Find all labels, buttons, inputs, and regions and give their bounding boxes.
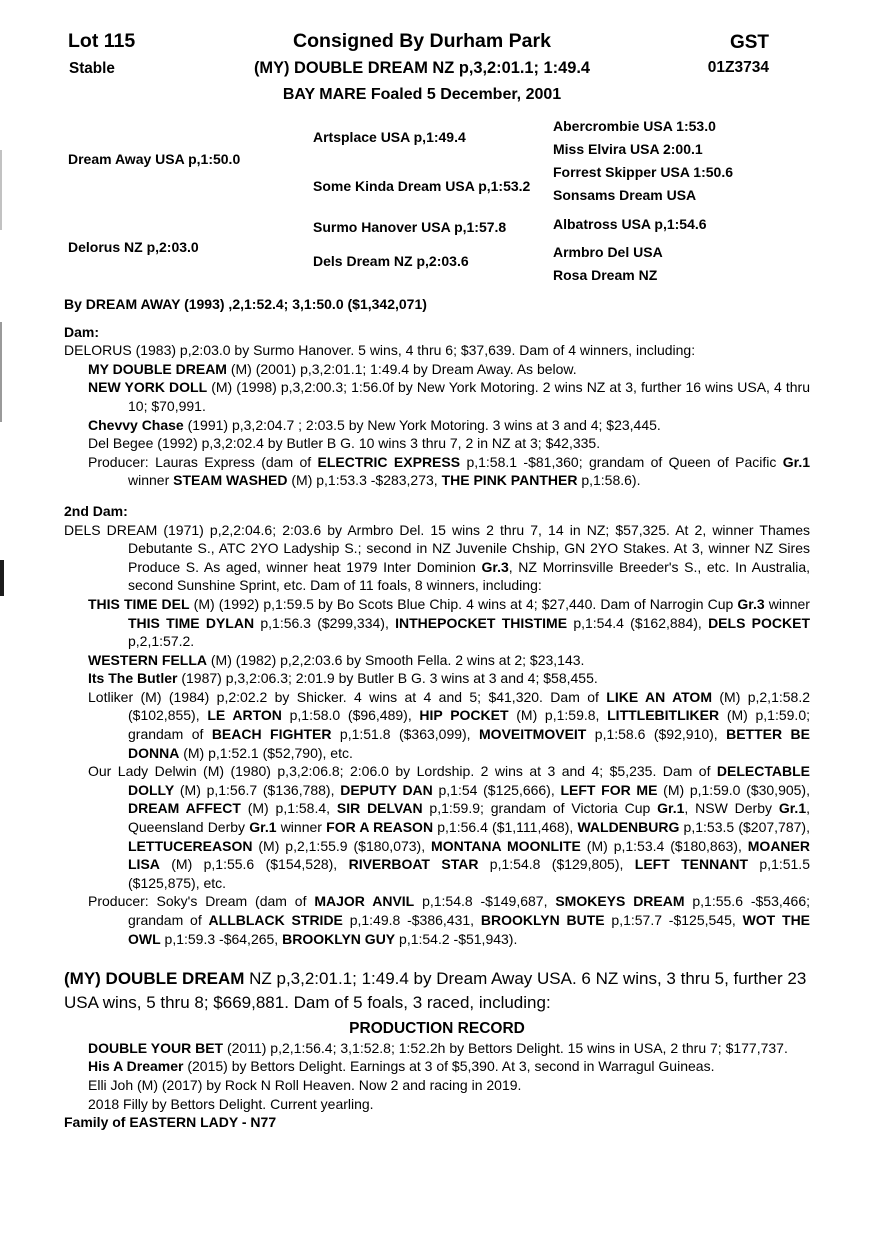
foal-paragraph: 2018 Filly by Bettors Delight. Current yearling.: [88, 1095, 374, 1112]
pedigree-gen3-entry: Sonsams Dream USA: [553, 187, 697, 203]
registration-id: 01Z3734: [707, 59, 769, 76]
horse-name-record: (MY) DOUBLE DREAM NZ p,3,2:01.1; 1:49.4: [253, 59, 591, 77]
sire-summary-line: By DREAM AWAY (1993) ,2,1:52.4; 3,1:50.0 ($1,342,071): [64, 296, 427, 312]
producer-paragraph: Producer: Soky's Dream (dam of MAJOR ANVIL p,1:54.8 -$149,687, SMOKEYS DREAM p,1:55.6 -$53,466; grandam of ALLBLACK STRIDE p,1:49.8 -$386,431, BROOKLYN BUTE p,1:57.7 -$125,545, WOT THE OWL p,1:59.3 -$64,265, BROOKLYN GUY p,1:54.2 -$51,943).: [88, 893, 811, 947]
progeny-paragraph: MY DOUBLE DREAM (M) (2001) p,3,2:01.1; 1:49.4 by Dream Away. As below.: [88, 360, 577, 377]
pedigree-dam: Delorus NZ p,2:03.0: [68, 239, 199, 255]
progeny-paragraph: Lotliker (M) (1984) p,2:02.2 by Shicker. 4 wins at 4 and 5; $41,320. Dam of LIKE AN ATOM (M) p,2,1:58.2 ($102,855), LE ARTON p,1:58.0 ($96,489), HIP POCKET (M) p,1:59.8, LITTLEBITLIKER (M) p,1:59.0; grandam of BEACH FIGHTER p,1:51.8 ($363,099), MOVEITMOVEIT p,1:58.6 ($92,910), BETTER BE DONNA (M) p,1:52.1 ($52,790), etc.: [88, 688, 810, 761]
dam-record-paragraph: DELORUS (1983) p,2:03.0 by Surmo Hanover. 5 wins, 4 thru 6; $37,639. Dam of 4 winners, including:: [64, 342, 696, 359]
pedigree-gen3-entry: Abercrombie USA 1:53.0: [553, 118, 716, 134]
production-record-heading: PRODUCTION RECORD: [349, 1020, 525, 1038]
pedigree-gen2-dam-sire: Surmo Hanover USA p,1:57.8: [313, 219, 507, 235]
lot-number: Lot 115: [68, 30, 136, 52]
progeny-paragraph: Chevvy Chase (1991) p,3,2:04.7 ; 2:03.5 by New York Motoring. 3 wins at 3 and 4; $23,445.: [88, 416, 661, 433]
stable-label: Stable: [69, 60, 115, 77]
scan-artifact: [0, 560, 4, 596]
progeny-paragraph: THIS TIME DEL (M) (1992) p,1:59.5 by Bo Scots Blue Chip. 4 wins at 4; $27,440. Dam of Narrogin Cup Gr.3 winner THIS TIME DYLAN p,1:56.3 ($299,334), INTHEPOCKET THISTIME p,1:54.4 ($162,884), DELS POCKET p,2,1:57.2.: [88, 595, 811, 650]
producer-paragraph: Producer: Lauras Express (dam of ELECTRIC EXPRESS p,1:58.1 -$81,360; grandam of Queen of Pacific Gr.1 winner STEAM WASHED (M) p,1:53.3 -$283,273, THE PINK PANTHER p,1:58.6).: [88, 453, 810, 489]
pedigree-gen3-entry: Rosa Dream NZ: [553, 267, 658, 283]
second-dam-section-heading: 2nd Dam:: [64, 502, 128, 519]
pedigree-gen2-sire-sire: Artsplace USA p,1:49.4: [313, 129, 466, 145]
pedigree-gen3-entry: Albatross USA p,1:54.6: [553, 216, 707, 232]
pedigree-gen3-entry: Miss Elvira USA 2:00.1: [553, 141, 703, 157]
pedigree-text-body: [64, 295, 810, 1132]
pedigree-gen2-dam-dam: Dels Dream NZ p,2:03.6: [313, 253, 469, 269]
foal-paragraph: His A Dreamer (2015) by Bettors Delight. Earnings at 3 of $5,390. At 3, second in Warragul Guineas.: [88, 1058, 715, 1075]
foal-paragraph: Elli Joh (M) (2017) by Rock N Roll Heaven. Now 2 and racing in 2019.: [88, 1076, 522, 1093]
pedigree-table: [0, 0, 877, 290]
scan-artifact: [0, 150, 2, 230]
foal-paragraph: DOUBLE YOUR BET (2011) p,2,1:56.4; 3,1:52.8; 1:52.2h by Bettors Delight. 15 wins in USA, 2 thru 7; $177,737.: [88, 1039, 788, 1056]
progeny-paragraph: NEW YORK DOLL (M) (1998) p,3,2:00.3; 1:56.0f by New York Motoring. 2 wins NZ at 3, further 16 wins USA, 4 thru 10; $70,991.: [88, 379, 811, 414]
subject-mare-summary: (MY) DOUBLE DREAM NZ p,3,2:01.1; 1:49.4 by Dream Away USA. 6 NZ wins, 3 thru 5, further 23 USA wins, 5 thru 8; $669,881. Dam of 5 foals, 3 raced, including:: [64, 969, 807, 1013]
family-line: Family of EASTERN LADY - N77: [64, 1114, 277, 1131]
foaling-line: BAY MARE Foaled 5 December, 2001: [282, 86, 562, 103]
second-dam-record-paragraph: DELS DREAM (1971) p,2,2:04.6; 2:03.6 by Armbro Del. 15 wins 2 thru 7, 14 in NZ; $57,325. At 2, winner Thames Debutante S., ATC 2YO Ladyship S.; second in NZ Juvenile Chship, GN 2YO Stakes. At 3, winner NZ Sires Produce S. As aged, winner heat 1979 Inter Dominion Gr.3, NZ Morrinsville Breeder's S., etc. In Australia, second Sunshine Sprint, etc. Dam of 11 foals, 8 winners, including:: [64, 521, 810, 594]
dam-section-heading: Dam:: [64, 323, 100, 340]
consignor-title: Consigned By Durham Park: [293, 30, 551, 52]
progeny-paragraph: WESTERN FELLA (M) (1982) p,2,2:03.6 by Smooth Fella. 2 wins at 2; $23,143.: [88, 651, 585, 668]
pedigree-gen3-entry: Armbro Del USA: [553, 244, 663, 260]
gst-label: GST: [729, 32, 769, 53]
pedigree-gen2-sire-dam: Some Kinda Dream USA p,1:53.2: [313, 178, 531, 194]
pedigree-sire: Dream Away USA p,1:50.0: [68, 151, 241, 167]
progeny-paragraph: Del Begee (1992) p,3,2:02.4 by Butler B G. 10 wins 3 thru 7, 2 in NZ at 3; $42,335.: [88, 435, 601, 452]
pedigree-gen3-entry: Forrest Skipper USA 1:50.6: [553, 164, 733, 180]
scan-artifact: [0, 322, 2, 422]
progeny-paragraph: Our Lady Delwin (M) (1980) p,3,2:06.8; 2:06.0 by Lordship. 2 wins at 3 and 4; $5,235. Dam of DELECTABLE DOLLY (M) p,1:56.7 ($136,788), DEPUTY DAN p,1:54 ($125,666), LEFT FOR ME (M) p,1:59.0 ($30,905), DREAM AFFECT (M) p,1:58.4, SIR DELVAN p,1:59.9; grandam of Victoria Cup Gr.1, NSW Derby Gr.1, Queensland Derby Gr.1 winner FOR A REASON p,1:56.4 ($1,111,468), WALDENBURG p,1:53.5 ($207,787), LETTUCEREASON (M) p,2,1:55.9 ($180,073), MONTANA MOONLITE (M) p,1:53.4 ($180,863), MOANER LISA (M) p,1:55.6 ($154,528), RIVERBOAT STAR p,1:54.8 ($129,805), LEFT TENNANT p,1:51.5 ($125,875), etc.: [88, 763, 810, 891]
progeny-paragraph: Its The Butler (1987) p,3,2:06.3; 2:01.9 by Butler B G. 3 wins at 3 and 4; $58,455.: [88, 670, 598, 687]
